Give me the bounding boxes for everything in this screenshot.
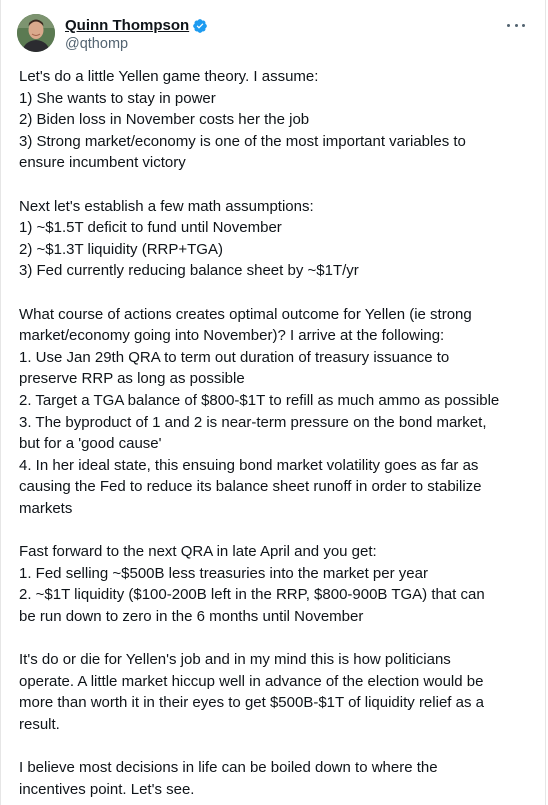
- tweet-line: 1. Use Jan 29th QRA to term out duration of treasury issuance to: [19, 348, 450, 366]
- tweet-line: but for a 'good cause': [19, 435, 162, 453]
- tweet-line: 3. The byproduct of 1 and 2 is near-term pressure on the bond market,: [19, 413, 487, 431]
- tweet-line: What course of actions creates optimal outcome for Yellen (ie strong: [19, 305, 472, 323]
- tweet-line: 1. Fed selling ~$500B less treasuries into the market per year: [19, 564, 428, 582]
- tweet-line: 2) Biden loss in November costs her the job: [19, 111, 310, 129]
- more-dot: [515, 24, 518, 27]
- tweet-line: markets: [19, 499, 73, 517]
- tweet-text: [19, 66, 534, 800]
- tweet-paragraph: [19, 757, 534, 800]
- tweet-paragraph: [19, 66, 534, 174]
- tweet-paragraph: [19, 304, 534, 520]
- tweet-paragraph: [19, 196, 534, 282]
- tweet-line: I believe most decisions in life can be boiled down to where the: [19, 759, 438, 776]
- tweet-line: 2. Target a TGA balance of $800-$1T to refill as much ammo as possible: [19, 391, 500, 409]
- tweet-line: more than worth it in their eyes to get $500B-$1T of liquidity relief as a: [19, 694, 484, 712]
- avatar-photo-icon: [17, 14, 55, 52]
- tweet-line: 1) ~$1.5T deficit to fund until November: [19, 219, 282, 237]
- tweet-line: ensure incumbent victory: [19, 154, 186, 172]
- tweet-line: Fast forward to the next QRA in late April and you get:: [19, 543, 377, 561]
- tweet-line: market/economy going into November)? I arrive at the following:: [19, 327, 445, 345]
- tweet-paragraph: [19, 541, 534, 627]
- more-options-icon[interactable]: [507, 18, 525, 32]
- tweet-line: 4. In her ideal state, this ensuing bond market volatility goes as far as: [19, 456, 479, 474]
- tweet-line: 3) Fed currently reducing balance sheet by ~$1T/yr: [19, 262, 359, 280]
- tweet-line: preserve RRP as long as possible: [19, 370, 245, 388]
- more-dot: [522, 24, 525, 27]
- tweet-line: 2. ~$1T liquidity ($100-200B left in the RRP, $800-900B TGA) that can: [19, 586, 485, 604]
- avatar[interactable]: [17, 14, 55, 52]
- author-handle[interactable]: @qthomp: [65, 36, 129, 52]
- tweet-line: It's do or die for Yellen's job and in my mind this is how politicians: [19, 651, 451, 669]
- author-info: [65, 16, 208, 52]
- tweet-header: [17, 14, 531, 56]
- tweet-line: 2) ~$1.3T liquidity (RRP+TGA): [19, 240, 223, 258]
- tweet-line: incentives point. Let's see.: [19, 780, 195, 798]
- author-display-name[interactable]: Quinn Thompson: [65, 17, 190, 34]
- tweet-line: Let's do a little Yellen game theory. I assume:: [19, 68, 319, 85]
- verified-badge-icon: [192, 18, 208, 34]
- tweet-line: result.: [19, 715, 60, 733]
- tweet-line: causing the Fed to reduce its balance sheet runoff in order to stabilize: [19, 478, 482, 496]
- tweet-line: operate. A little market hiccup well in advance of the election would be: [19, 672, 484, 690]
- tweet-line: be run down to zero in the 6 months until November: [19, 607, 364, 625]
- tweet-line: 1) She wants to stay in power: [19, 89, 216, 107]
- tweet-line: Next let's establish a few math assumptions:: [19, 197, 314, 215]
- tweet-line: 3) Strong market/economy is one of the most important variables to: [19, 132, 466, 150]
- display-name-row: [65, 16, 208, 35]
- more-dot: [507, 24, 510, 27]
- tweet-paragraph: [19, 649, 534, 735]
